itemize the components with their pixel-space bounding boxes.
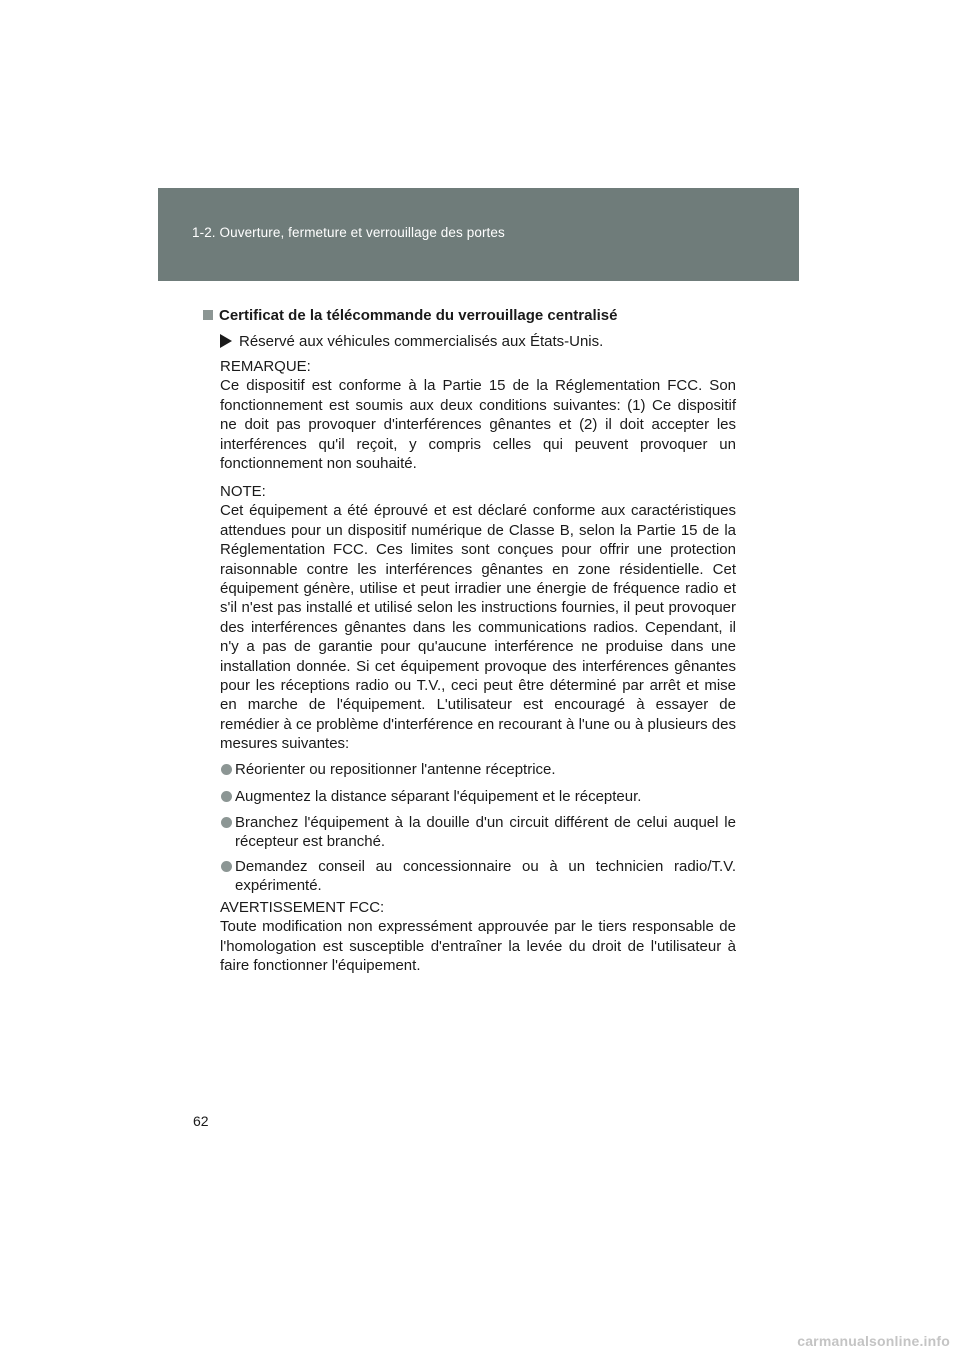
note-label: NOTE: — [220, 483, 266, 500]
list-item — [220, 813, 736, 852]
remarque-block — [220, 357, 736, 473]
warning-label: AVERTISSEMENT FCC: — [220, 899, 385, 916]
remarque-text: Ce dispositif est conforme à la Partie 15 de la Réglementation FCC. Son fonctionnement est soumis aux deux conditions suivantes: (1) Ce dispositif ne doit pas provoquer d'interférences gênantes et (2) il doit accepter les interférences qu'il reçoit, y compris celles qui peuvent provoquer un fonctionnement non souhaité. — [220, 377, 736, 473]
applies-to-note — [220, 333, 603, 350]
list-item-text: Branchez l'équipement à la douille d'un circuit différent de celui auquel le récepteur est branché. — [235, 814, 736, 851]
list-item-text: Réorienter ou repositionner l'antenne réceptrice. — [235, 761, 556, 778]
section-heading-text: Certificat de la télécommande du verrouillage centralisé — [219, 307, 618, 324]
chapter-title: 1-2. Ouverture, fermeture et verrouillage des portes — [192, 225, 505, 240]
chapter-header-band — [158, 188, 799, 281]
note-text: Cet équipement a été éprouvé et est déclaré conforme aux caractéristiques attendues pour un dispositif numérique de Classe B, selon la Partie 15 de la Réglementation FCC. Ces limites sont conçues pour offrir une protection raisonnable contre les interférences gênantes en zone résidentielle. Cet équipement génère, utilise et peut irradier une énergie de fréquence radio et s'il n'est pas installé et utilisé selon les instructions fournies, il peut provoquer des interférences gênantes dans les communications radios. Cependant, il n'y a pas de garantie pour qu'aucune interférence ne produise dans une installation donnée. Si cet équipement provoque des interférences gênantes pour les réceptions radio ou T.V., ceci peut être déterminé par arrêt et mise en marche de l'équipement. L'utilisateur est encouragé à essayer de remédier à ce problème d'interférence en recourant à l'une ou à plusieurs des mesures suivantes: — [220, 502, 736, 753]
note-block — [220, 482, 736, 754]
list-item-text: Demandez conseil au concessionnaire ou à un technicien radio/T.V. expérimenté. — [235, 858, 736, 895]
bullet-dot-icon — [221, 817, 232, 828]
list-item-text: Augmentez la distance séparant l'équipement et le récepteur. — [235, 788, 642, 805]
bullet-dot-icon — [221, 764, 232, 775]
bullet-dot-icon — [221, 791, 232, 802]
page-number: 62 — [193, 1113, 209, 1129]
bullet-dot-icon — [221, 861, 232, 872]
warning-text: Toute modification non expressément approuvée par le tiers responsable de l'homologation est susceptible d'entraîner la levée du droit de l'utilisateur à faire fonctionner l'équipement. — [220, 918, 736, 975]
triangle-right-icon — [220, 334, 232, 348]
applies-to-text: Réservé aux véhicules commercialisés aux États-Unis. — [239, 333, 604, 350]
list-item — [220, 857, 736, 896]
remarque-label: REMARQUE: — [220, 358, 311, 375]
square-bullet-icon — [203, 310, 213, 320]
section-heading — [203, 307, 617, 324]
watermark: carmanualsonline.info — [797, 1333, 950, 1349]
list-item — [220, 787, 736, 806]
warning-block — [220, 898, 736, 976]
list-item — [220, 760, 736, 779]
